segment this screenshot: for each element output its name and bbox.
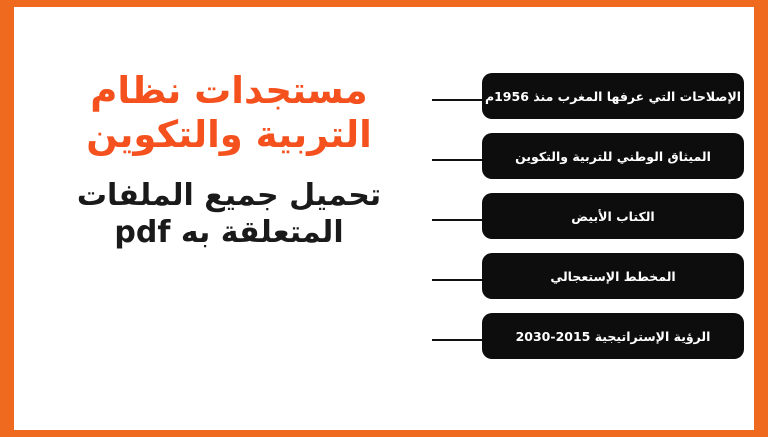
item-label: الإصلاحات التي عرفها المغرب منذ 1956م xyxy=(484,88,742,104)
list-item[interactable] xyxy=(432,133,742,187)
item-pill[interactable] xyxy=(482,73,744,119)
item-pill[interactable] xyxy=(482,133,744,179)
sub-title-line-1: تحميل جميع الملفات xyxy=(76,178,382,214)
sub-title xyxy=(44,178,414,251)
main-title-line-1: مستجدات نظام xyxy=(90,69,368,112)
connector-line-icon xyxy=(432,219,484,221)
title-block xyxy=(44,69,414,252)
poster-inner xyxy=(14,7,754,430)
item-pill[interactable] xyxy=(482,193,744,239)
list-item[interactable] xyxy=(432,73,742,127)
list-item[interactable] xyxy=(432,253,742,307)
item-pill[interactable] xyxy=(482,253,744,299)
connector-line-icon xyxy=(432,99,484,101)
list-item[interactable] xyxy=(432,193,742,247)
frame-border-right xyxy=(754,0,768,437)
item-label: الرؤية الإستراتيجية 2015-2030 xyxy=(515,328,711,344)
frame-border-top xyxy=(0,0,768,7)
frame-border-left xyxy=(0,0,14,437)
main-title-line-2: التربية والتكوين xyxy=(86,112,372,156)
connector-line-icon xyxy=(432,279,484,281)
connector-line-icon xyxy=(432,339,484,341)
items-list xyxy=(432,73,742,373)
list-item[interactable] xyxy=(432,313,742,367)
item-pill[interactable] xyxy=(482,313,744,359)
connector-line-icon xyxy=(432,159,484,161)
item-label: المخطط الإستعجالي xyxy=(550,268,676,284)
main-title xyxy=(44,69,414,156)
item-label: الكتاب الأبيض xyxy=(571,208,655,224)
frame-border-bottom xyxy=(0,430,768,437)
item-label: الميثاق الوطني للتربية والتكوين xyxy=(515,148,711,164)
sub-title-line-2: المتعلقة به pdf xyxy=(114,214,344,250)
